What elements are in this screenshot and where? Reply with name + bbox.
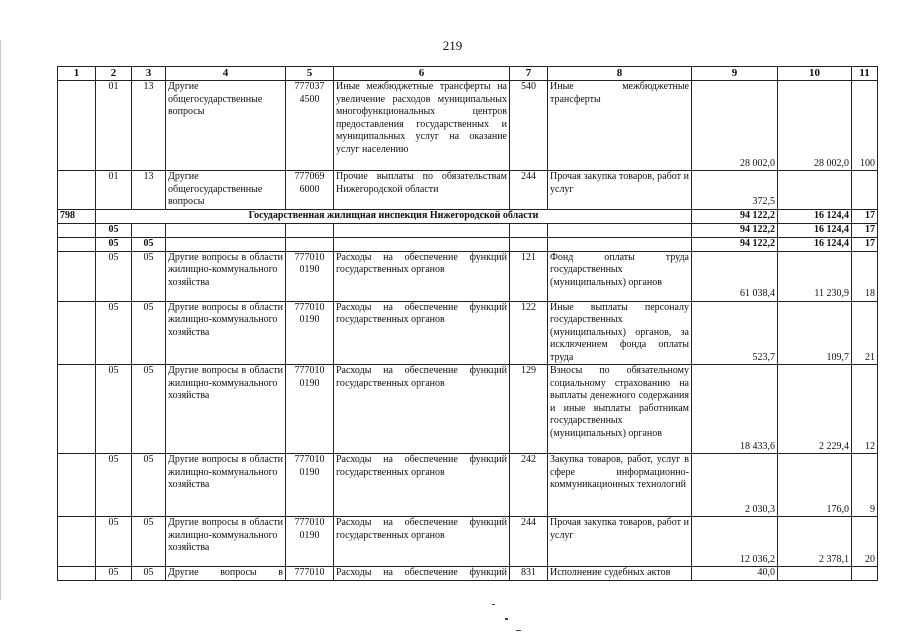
cell-percent: 21 xyxy=(852,301,878,365)
cell-percent: 20 xyxy=(852,517,878,567)
table-row xyxy=(58,251,878,301)
cell-admin xyxy=(58,171,96,210)
column-header: 2 xyxy=(96,67,132,81)
cell-target-name: Расходы на обеспечение функций государственных органов xyxy=(334,517,510,567)
scan-mark xyxy=(0,40,1,600)
cell-actual: 16 124,4 xyxy=(778,209,852,223)
cell-target-code: 777010 xyxy=(286,567,334,581)
cell-actual xyxy=(778,567,852,581)
cell-plan: 94 122,2 xyxy=(692,209,778,223)
cell-section-name xyxy=(166,237,286,251)
cell-section-name: Другие вопросы в области жилищно-коммунального хозяйства xyxy=(166,301,286,365)
cell-expense-type: 540 xyxy=(510,81,548,171)
table-row xyxy=(58,301,878,365)
cell-actual: 28 002,0 xyxy=(778,81,852,171)
scan-mark xyxy=(492,604,495,605)
cell-section-name xyxy=(166,223,286,237)
cell-section: 05 xyxy=(96,567,132,581)
cell-section-name: Другие общегосударственные вопросы xyxy=(166,81,286,171)
cell-percent: 12 xyxy=(852,365,878,454)
cell-plan: 12 036,2 xyxy=(692,517,778,567)
cell-expense-type: 129 xyxy=(510,365,548,454)
cell-section: 05 xyxy=(96,237,132,251)
cell-admin xyxy=(58,365,96,454)
cell-expense-name xyxy=(548,223,692,237)
cell-expense-name: Исполнение судебных актов xyxy=(548,567,692,581)
cell-percent: 9 xyxy=(852,454,878,517)
cell-expense-name: Прочая закупка товаров, работ и услуг xyxy=(548,171,692,210)
cell-expense-type xyxy=(510,237,548,251)
cell-section: 05 xyxy=(96,301,132,365)
column-header: 1 xyxy=(58,67,96,81)
cell-expense-type: 122 xyxy=(510,301,548,365)
cell-target-name xyxy=(334,223,510,237)
column-header: 5 xyxy=(286,67,334,81)
table-row-department xyxy=(58,209,878,223)
cell-plan: 2 030,3 xyxy=(692,454,778,517)
cell-target-code xyxy=(286,223,334,237)
table-row xyxy=(58,517,878,567)
cell-plan: 523,7 xyxy=(692,301,778,365)
scan-mark xyxy=(516,630,521,631)
cell-target-name xyxy=(334,237,510,251)
cell-expense-name: Фонд оплаты труда государственных (муниципальных) органов xyxy=(548,251,692,301)
cell-plan: 40,0 xyxy=(692,567,778,581)
table-row xyxy=(58,171,878,210)
cell-actual: 176,0 xyxy=(778,454,852,517)
cell-target-name: Расходы на обеспечение функций государственных органов xyxy=(334,365,510,454)
cell-plan: 18 433,6 xyxy=(692,365,778,454)
cell-subsection: 05 xyxy=(132,365,166,454)
cell-subsection: 05 xyxy=(132,517,166,567)
column-header: 6 xyxy=(334,67,510,81)
cell-expense-name xyxy=(548,237,692,251)
cell-admin xyxy=(58,517,96,567)
cell-target-code: 777069 6000 xyxy=(286,171,334,210)
cell-expense-type: 121 xyxy=(510,251,548,301)
cell-expense-type: 244 xyxy=(510,517,548,567)
column-header: 11 xyxy=(852,67,878,81)
cell-expense-name: Иные выплаты персоналу государственных (муниципальных) органов, за исключением фонда оплаты труда xyxy=(548,301,692,365)
cell-expense-name: Взносы по обязательному социальному страхованию на выплаты денежного содержания и иные выплаты работникам государственных (муниципальных) органов xyxy=(548,365,692,454)
cell-admin xyxy=(58,223,96,237)
cell-target-name: Расходы на обеспечение функций государственных органов xyxy=(334,301,510,365)
budget-table xyxy=(57,66,878,581)
cell-admin xyxy=(58,251,96,301)
cell-admin xyxy=(58,454,96,517)
cell-section-name: Другие вопросы в области жилищно-коммунального хозяйства xyxy=(166,517,286,567)
cell-actual: 16 124,4 xyxy=(778,237,852,251)
cell-target-code: 777010 0190 xyxy=(286,251,334,301)
cell-target-name: Расходы на обеспечение функций государственных органов xyxy=(334,454,510,517)
cell-percent: 17 xyxy=(852,237,878,251)
cell-actual: 2 229,4 xyxy=(778,365,852,454)
cell-target-code: 777010 0190 xyxy=(286,517,334,567)
cell-target-code: 777037 4500 xyxy=(286,81,334,171)
cell-target-code: 777010 0190 xyxy=(286,365,334,454)
cell-percent: 17 xyxy=(852,209,878,223)
cell-percent xyxy=(852,171,878,210)
cell-subsection: 13 xyxy=(132,81,166,171)
cell-section: 05 xyxy=(96,517,132,567)
cell-section: 05 xyxy=(96,365,132,454)
table-row xyxy=(58,223,878,237)
cell-expense-name: Закупка товаров, работ, услуг в сфере информационно-коммуникационных технологий xyxy=(548,454,692,517)
cell-admin xyxy=(58,567,96,581)
table-row xyxy=(58,81,878,171)
cell-percent: 17 xyxy=(852,223,878,237)
cell-plan: 28 002,0 xyxy=(692,81,778,171)
cell-target-name: Иные межбюджетные трансферты на увеличение расходов муниципальных многофункциональных центров предоставления государственных и муниципальных услуг на оказание услуг населению xyxy=(334,81,510,171)
cell-expense-name: Прочая закупка товаров, работ и услуг xyxy=(548,517,692,567)
cell-expense-name: Иные межбюджетные трансферты xyxy=(548,81,692,171)
cell-actual: 11 230,9 xyxy=(778,251,852,301)
cell-admin xyxy=(58,301,96,365)
column-header: 4 xyxy=(166,67,286,81)
table-row xyxy=(58,237,878,251)
cell-subsection: 13 xyxy=(132,171,166,210)
cell-actual: 109,7 xyxy=(778,301,852,365)
cell-subsection: 05 xyxy=(132,567,166,581)
table-row xyxy=(58,454,878,517)
cell-actual xyxy=(778,171,852,210)
cell-target-code: 777010 0190 xyxy=(286,301,334,365)
cell-plan: 61 038,4 xyxy=(692,251,778,301)
cell-target-code xyxy=(286,237,334,251)
table-row xyxy=(58,567,878,581)
column-header: 7 xyxy=(510,67,548,81)
cell-subsection xyxy=(132,223,166,237)
column-header: 8 xyxy=(548,67,692,81)
cell-section-name: Другие вопросы в области жилищно-коммунального хозяйства xyxy=(166,454,286,517)
cell-section-name: Другие вопросы в области жилищно-коммунального хозяйства xyxy=(166,251,286,301)
cell-actual: 2 378,1 xyxy=(778,517,852,567)
cell-subsection: 05 xyxy=(132,301,166,365)
cell-plan: 372,5 xyxy=(692,171,778,210)
cell-section: 05 xyxy=(96,251,132,301)
department-title: Государственная жилищная инспекция Нижегородской области xyxy=(96,209,692,223)
column-header: 3 xyxy=(132,67,166,81)
column-header: 10 xyxy=(778,67,852,81)
cell-target-name: Расходы на обеспечение функций xyxy=(334,567,510,581)
cell-section: 01 xyxy=(96,171,132,210)
cell-section-name: Другие вопросы в области жилищно-коммунального хозяйства xyxy=(166,365,286,454)
cell-expense-type: 242 xyxy=(510,454,548,517)
cell-subsection: 05 xyxy=(132,237,166,251)
cell-expense-type: 831 xyxy=(510,567,548,581)
cell-target-name: Расходы на обеспечение функций государственных органов xyxy=(334,251,510,301)
cell-expense-type: 244 xyxy=(510,171,548,210)
cell-subsection: 05 xyxy=(132,454,166,517)
cell-expense-type xyxy=(510,223,548,237)
cell-subsection: 05 xyxy=(132,251,166,301)
cell-admin xyxy=(58,237,96,251)
cell-plan: 94 122,2 xyxy=(692,223,778,237)
cell-section-name: Другие общегосударственные вопросы xyxy=(166,171,286,210)
cell-target-name: Прочие выплаты по обязательствам Нижегородской области xyxy=(334,171,510,210)
cell-section: 05 xyxy=(96,223,132,237)
cell-plan: 94 122,2 xyxy=(692,237,778,251)
cell-section-name: Другие вопросы в xyxy=(166,567,286,581)
page-number: 219 xyxy=(442,38,463,53)
cell-admin: 798 xyxy=(58,209,96,223)
cell-section: 05 xyxy=(96,454,132,517)
cell-actual: 16 124,4 xyxy=(778,223,852,237)
column-header: 9 xyxy=(692,67,778,81)
cell-section: 01 xyxy=(96,81,132,171)
cell-percent: 18 xyxy=(852,251,878,301)
cell-percent xyxy=(852,567,878,581)
table-row xyxy=(58,365,878,454)
cell-admin xyxy=(58,81,96,171)
cell-percent: 100 xyxy=(852,81,878,171)
scan-mark xyxy=(505,618,508,620)
cell-target-code: 777010 0190 xyxy=(286,454,334,517)
column-number-row xyxy=(58,67,878,81)
